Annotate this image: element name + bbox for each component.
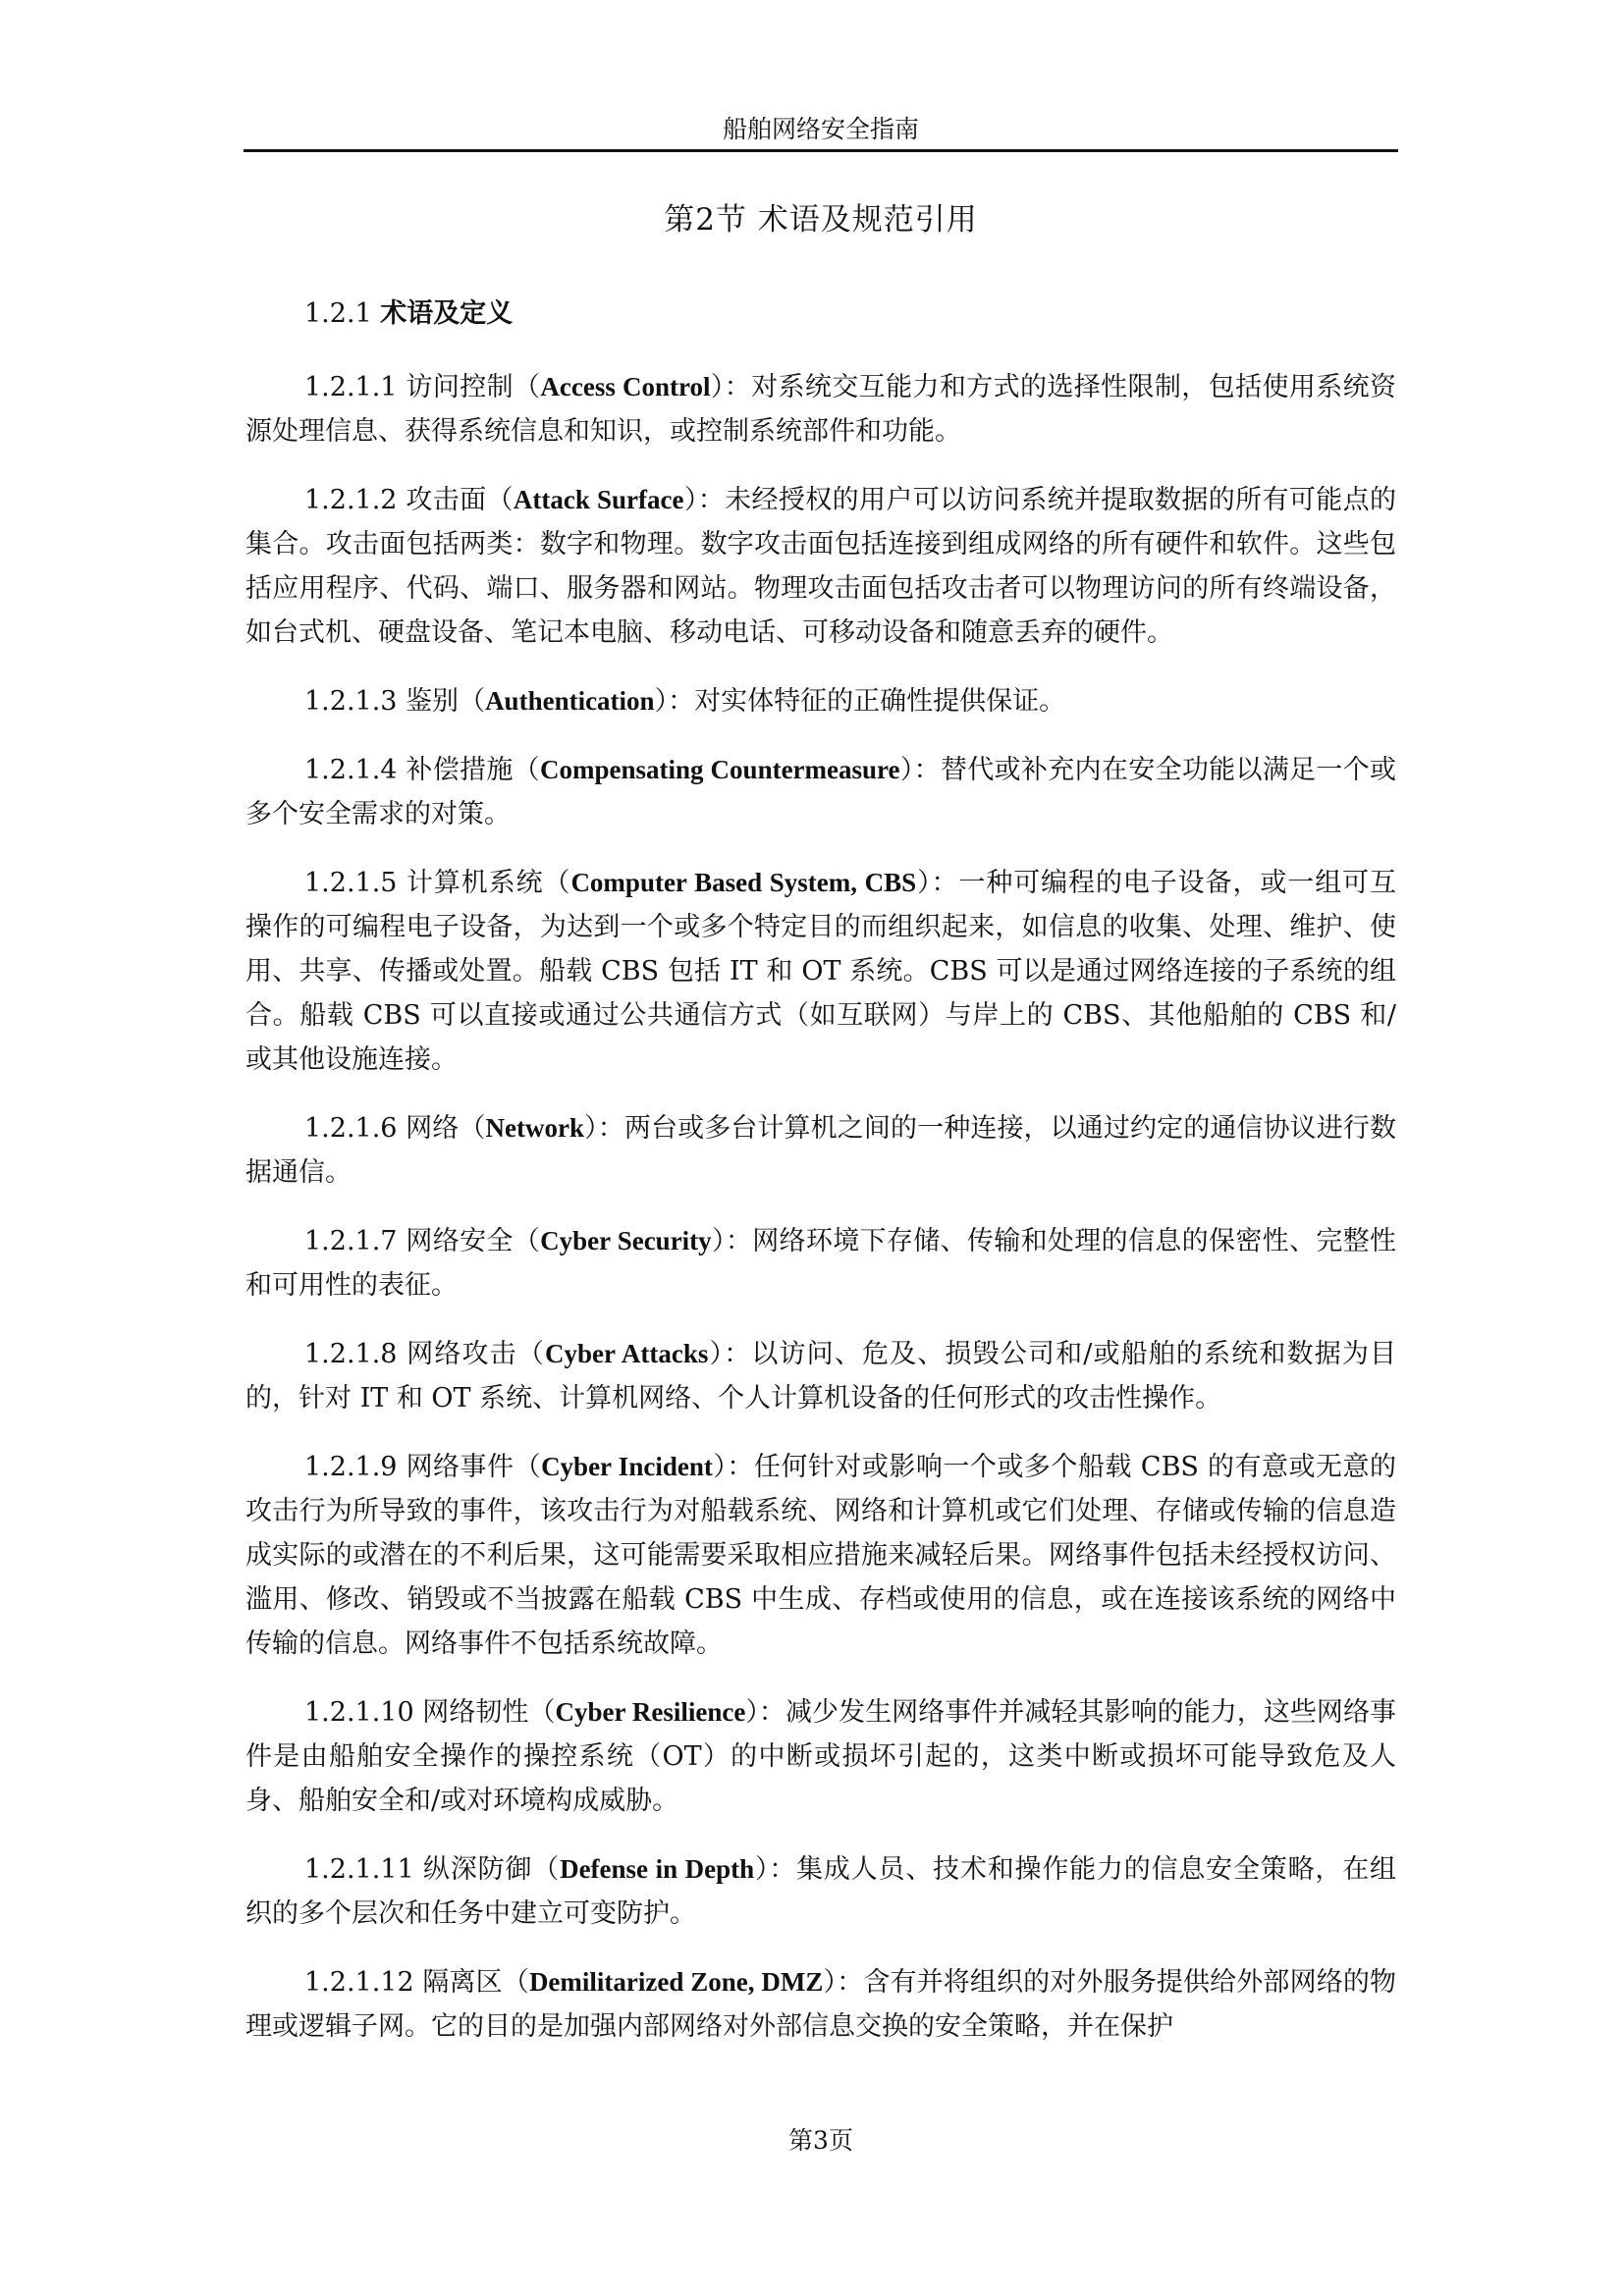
- term-entry: 1.2.1.3 鉴别（Authentication）：对实体特征的正确性提供保证。: [304, 686, 1066, 717]
- term-zh: 网络安全: [406, 1226, 514, 1256]
- term-zh: 访问控制: [406, 372, 514, 402]
- subsection-number: 1.2.1: [304, 298, 372, 329]
- term-zh: 纵深防御: [423, 1854, 533, 1885]
- term-definition: 含有并将组织的对外服务提供给外部网络的物理或逻辑子网。它的目的是加强内部网络对外部信息交换的安全策略，并在保护: [245, 1967, 1396, 2042]
- term-entry: 1.2.1.11 纵深防御（Defense in Depth）：集成人员、技术和操作能力的信息安全策略，在组织的多个层次和任务中建立可变防护。: [245, 1854, 1397, 1929]
- term-zh: 隔离区: [422, 1967, 503, 1998]
- term-zh: 网络攻击: [406, 1339, 517, 1369]
- term-number: 1.2.1.5: [304, 868, 398, 898]
- subsection-heading: [245, 293, 1396, 336]
- term-zh: 鉴别: [406, 686, 460, 717]
- term-en: Authentication: [485, 686, 655, 716]
- term-definition: 任何针对或影响一个或多个船载 CBS 的有意或无意的攻击行为所导致的事件，该攻击行为对船载系统、网络和计算机或它们处理、存储或传输的信息造成实际的或潜在的不利后果，这可能需要采取相应措施来减轻后果。网络事件包括未经授权访问、滥用、修改、销毁或不当披露在船载 CBS 中生成、存档或使用的信息，或在连接该系统的网络中传输的信息。网络事件不包括系统故障。: [245, 1452, 1396, 1659]
- term-entry: 1.2.1.10 网络韧性（Cyber Resilience）：减少发生网络事件并减轻其影响的能力，这些网络事件是由船舶安全操作的操控系统（OT）的中断或损坏引起的，这类中断或损坏可能导致危及人身、船舶安全和/或对环境构成威胁。: [245, 1697, 1397, 1816]
- term-entry: 1.2.1.8 网络攻击（Cyber Attacks）：以访问、危及、损毁公司和/或船舶的系统和数据为目的，针对 IT 和 OT 系统、计算机网络、个人计算机设备的任何形式的攻击性操作。: [245, 1339, 1397, 1414]
- term-number: 1.2.1.11: [304, 1854, 414, 1885]
- term-definition: 一种可编程的电子设备，或一组可互操作的可编程电子设备，为达到一个或多个特定目的而组织起来，如信息的收集、处理、维护、使用、共享、传播或处置。船载 CBS 包括 IT 和 OT 系统。CBS 可以是通过网络连接的子系统的组合。船载 CBS 可以直接或通过公共通信方式（如互联网）与岸上的 CBS、其他船舶的 CBS 和/或其他设施连接。: [245, 868, 1397, 1075]
- term-number: 1.2.1.4: [304, 755, 398, 785]
- term-en: Cyber Security: [540, 1226, 712, 1255]
- term-zh: 计算机系统: [406, 868, 544, 898]
- term-zh: 网络: [406, 1113, 460, 1144]
- term-definition: 替代或补充内在安全功能以满足一个或多个安全需求的对策。: [245, 755, 1397, 829]
- page-number: 第3页: [788, 2126, 853, 2155]
- term-en: Defense in Depth: [560, 1854, 755, 1884]
- term-definition: 以访问、危及、损毁公司和/或船舶的系统和数据为目的，针对 IT 和 OT 系统、计算机网络、个人计算机设备的任何形式的攻击性操作。: [245, 1339, 1397, 1414]
- term-number: 1.2.1.9: [304, 1452, 398, 1482]
- term-entry: 1.2.1.2 攻击面（Attack Surface）：未经授权的用户可以访问系统并提取数据的所有可能点的集合。攻击面包括两类：数字和物理。数字攻击面包括连接到组成网络的所有硬件和软件。这些包括应用程序、代码、端口、服务器和网站。物理攻击面包括攻击者可以物理访问的所有终端设备，如台式机、硬盘设备、笔记本电脑、移动电话、可移动设备和随意丢弃的硬件。: [245, 485, 1397, 648]
- term-entry: 1.2.1.4 补偿措施（Compensating Countermeasure）：替代或补充内在安全功能以满足一个或多个安全需求的对策。: [245, 755, 1397, 829]
- term-entry: 1.2.1.12 隔离区（Demilitarized Zone, DMZ）：含有并将组织的对外服务提供给外部网络的物理或逻辑子网。它的目的是加强内部网络对外部信息交换的安全策略，并在保护: [245, 1967, 1396, 2042]
- term-en: Computer Based System, CBS: [570, 868, 917, 897]
- term-definition: 集成人员、技术和操作能力的信息安全策略，在组织的多个层次和任务中建立可变防护。: [245, 1854, 1397, 1929]
- term-number: 1.2.1.12: [304, 1967, 414, 1998]
- term-en: Cyber Resilience: [555, 1697, 746, 1727]
- term-number: 1.2.1.2: [304, 485, 398, 515]
- term-entry: 1.2.1.7 网络安全（Cyber Security）：网络环境下存储、传输和处理的信息的保密性、完整性和可用性的表征。: [245, 1226, 1397, 1301]
- term-en: Cyber Incident: [541, 1452, 713, 1481]
- term-zh: 补偿措施: [406, 755, 514, 785]
- term-definition: 对实体特征的正确性提供保证。: [694, 686, 1066, 717]
- section-title: 第2节 术语及规范引用: [664, 202, 978, 238]
- term-en: Compensating Countermeasure: [539, 755, 900, 784]
- term-number: 1.2.1.6: [304, 1113, 398, 1144]
- document-body: [245, 293, 1396, 2073]
- term-en: Cyber Attacks: [545, 1339, 709, 1368]
- term-number: 1.2.1.1: [304, 372, 398, 402]
- running-header: 船舶网络安全指南: [722, 115, 919, 143]
- subsection-title: 术语及定义: [380, 298, 514, 329]
- term-entry: 1.2.1.5 计算机系统（Computer Based System, CBS）：一种可编程的电子设备，或一组可互操作的可编程电子设备，为达到一个或多个特定目的而组织起来，如信息的收集、处理、维护、使用、共享、传播或处置。船载 CBS 包括 IT 和 OT 系统。CBS 可以是通过网络连接的子系统的组合。船载 CBS 可以直接或通过公共通信方式（如互联网）与岸上的 CBS、其他船舶的 CBS 和/或其他设施连接。: [245, 868, 1397, 1075]
- term-definition: 减少发生网络事件并减轻其影响的能力，这些网络事件是由船舶安全操作的操控系统（OT）的中断或损坏引起的，这类中断或损坏可能导致危及人身、船舶安全和/或对环境构成威胁。: [245, 1697, 1397, 1816]
- term-zh: 攻击面: [406, 485, 487, 515]
- term-entry: 1.2.1.1 访问控制（Access Control）：对系统交互能力和方式的选择性限制，包括使用系统资源处理信息、获得系统信息和知识，或控制系统部件和功能。: [245, 372, 1397, 447]
- term-number: 1.2.1.7: [304, 1226, 398, 1256]
- term-number: 1.2.1.8: [304, 1339, 398, 1369]
- header-rule: [244, 149, 1398, 152]
- term-en: Access Control: [540, 372, 711, 401]
- term-en: Demilitarized Zone, DMZ: [528, 1967, 824, 1997]
- term-definition: 对系统交互能力和方式的选择性限制，包括使用系统资源处理信息、获得系统信息和知识，或控制系统部件和功能。: [245, 372, 1397, 447]
- term-en: Network: [485, 1113, 585, 1143]
- term-number: 1.2.1.10: [304, 1697, 414, 1728]
- term-definition: 网络环境下存储、传输和处理的信息的保密性、完整性和可用性的表征。: [245, 1226, 1397, 1301]
- term-definition: 未经授权的用户可以访问系统并提取数据的所有可能点的集合。攻击面包括两类：数字和物理。数字攻击面包括连接到组成网络的所有硬件和软件。这些包括应用程序、代码、端口、服务器和网站。物理攻击面包括攻击者可以物理访问的所有终端设备，如台式机、硬盘设备、笔记本电脑、移动电话、可移动设备和随意丢弃的硬件。: [245, 485, 1397, 648]
- term-en: Attack Surface: [513, 485, 684, 514]
- term-entry: 1.2.1.9 网络事件（Cyber Incident）：任何针对或影响一个或多个船载 CBS 的有意或无意的攻击行为所导致的事件，该攻击行为对船载系统、网络和计算机或它们处理、存储或传输的信息造成实际的或潜在的不利后果，这可能需要采取相应措施来减轻后果。网络事件包括未经授权访问、滥用、修改、销毁或不当披露在船载 CBS 中生成、存档或使用的信息，或在连接该系统的网络中传输的信息。网络事件不包括系统故障。: [245, 1452, 1396, 1659]
- term-definition: 两台或多台计算机之间的一种连接，以通过约定的通信协议进行数据通信。: [245, 1113, 1397, 1188]
- term-zh: 网络韧性: [422, 1697, 529, 1728]
- term-zh: 网络事件: [406, 1452, 514, 1482]
- term-entry: 1.2.1.6 网络（Network）：两台或多台计算机之间的一种连接，以通过约定的通信协议进行数据通信。: [245, 1113, 1397, 1188]
- term-number: 1.2.1.3: [304, 686, 398, 717]
